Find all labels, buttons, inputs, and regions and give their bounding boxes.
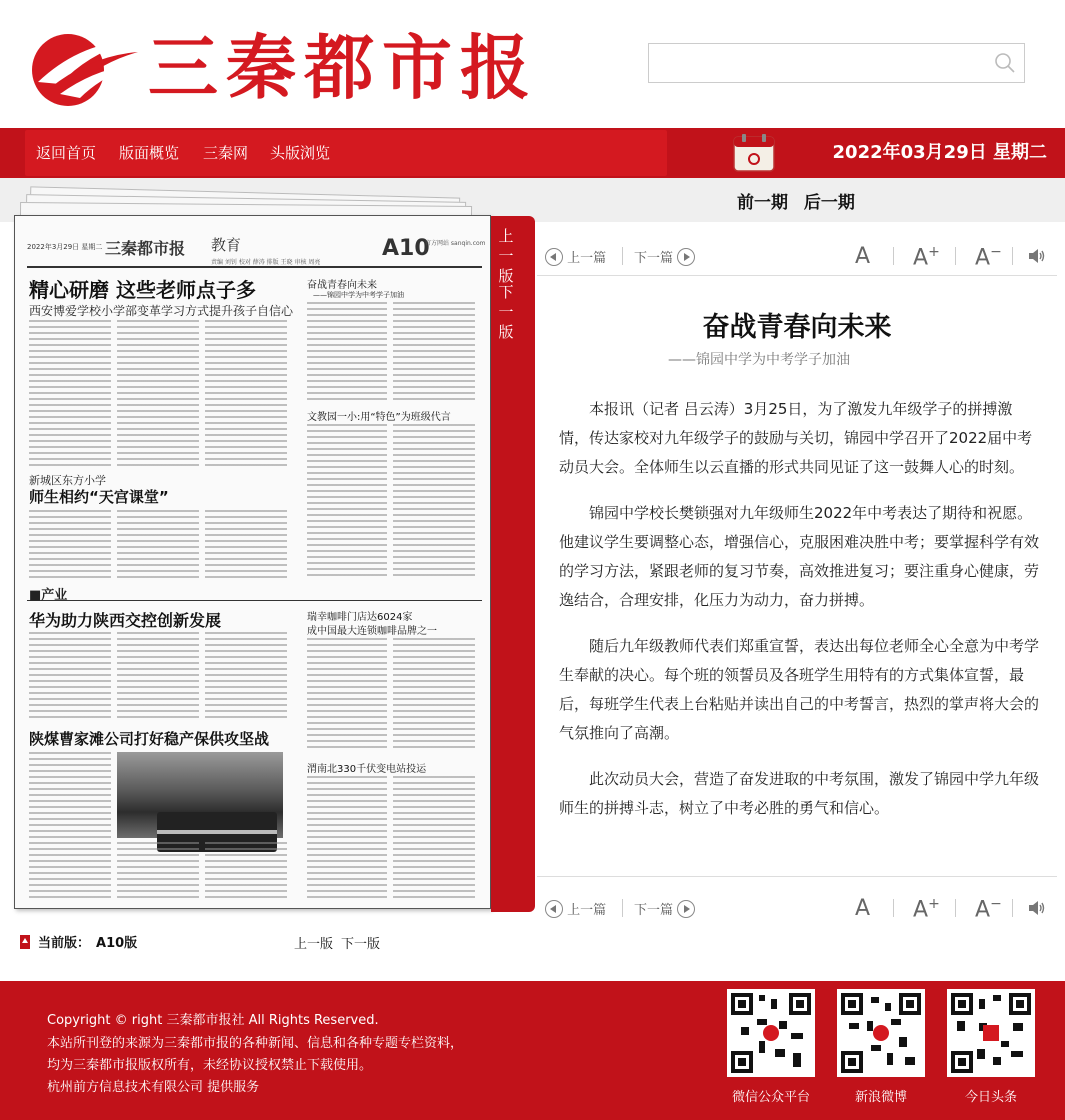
prev-article-label: 上一篇 [567,903,607,918]
minus-sign: − [990,244,1002,260]
toolbar-separator [955,247,956,265]
current-edition-value: A10版 [96,936,138,951]
np-body-text [205,842,287,898]
font-smaller-label: A [975,245,991,271]
article-toolbar-top [537,238,1057,276]
np-editors: 责编 刘钊 校对 薛涛 排版 王晓 审核 周亮 [211,259,321,266]
current-edition-label: 当前版： [38,936,91,951]
font-smaller-button[interactable] [975,244,1002,270]
np-headline[interactable]: 陕煤曹家滩公司打好稳产保供攻坚战 [29,730,270,748]
nav-sanqin-net[interactable]: 三秦网 [203,144,249,162]
issue-nav [737,188,855,213]
toolbar-separator [1012,899,1013,917]
calendar-icon[interactable] [732,133,776,173]
np-section-label: ■产业 [29,588,68,603]
np-headline[interactable]: 精心研磨 这些老师点子多 [29,278,256,302]
arrow-left-icon [545,900,563,918]
prev-article-label: 上一篇 [567,251,607,266]
search-box[interactable] [648,43,1025,83]
nav-overview[interactable]: 版面概览 [119,144,180,162]
plus-sign: + [928,244,940,260]
font-larger-button[interactable] [913,244,940,270]
nav-home[interactable]: 返回首页 [36,144,97,162]
np-date: 2022年3月29日 星期二 [27,243,103,251]
tab-char: 版 [498,323,514,341]
np-section: 教育 [211,236,242,254]
np-subheadline: 西安博爱学校小学部变革学习方式提升孩子自信心 [29,304,294,318]
next-article-label: 下一篇 [634,251,674,266]
weibo-qr-label: 新浪微博 [854,1090,907,1105]
np-body-text [205,510,287,582]
site-logo[interactable] [30,22,538,112]
prev-article-button[interactable] [545,247,606,266]
next-edition-link[interactable]: 下一版 [341,937,381,952]
np-headline[interactable]: 师生相约“天宫课堂” [29,488,169,506]
search-input[interactable] [649,44,979,82]
edition-tab [491,216,535,912]
article-paragraph: 随后九年级教师代表们郑重宣誓，表达出每位老师全心全意为中考学生奉献的决心。每个班的领誓员及各班学生用特有的方式集体宣誓，最后，每班学生代表上台粘贴并读出自己的中考誓言，热烈的掌声将大会的气氛推向了高潮。 [559,637,1040,742]
np-subheadline: 成中国最大连锁咖啡品牌之一 [307,626,437,637]
article-title: 奋战青春向未来 [702,312,892,343]
np-body-text [307,302,387,400]
toutiao-qr-label: 今日头条 [964,1090,1017,1105]
next-article-button[interactable] [634,247,695,266]
speaker-icon[interactable] [1027,246,1047,266]
current-edition [20,932,137,951]
footer-notice: 均为三秦都市报版权所有，未经协议授权禁止下载使用。 [47,1058,373,1073]
toolbar-separator [955,899,956,917]
arrow-right-icon [677,900,695,918]
arrow-left-icon [545,248,563,266]
footer-provider: 杭州前方信息技术有限公司 提供服务 [47,1080,260,1095]
np-headline[interactable]: 瑞幸咖啡门店达6024家 [307,612,413,623]
search-icon[interactable] [994,52,1016,74]
np-headline[interactable]: 文教园一小:用“特色”为班级代言 [307,412,451,423]
next-issue-link[interactable]: 后一期 [803,193,855,213]
next-article-label: 下一篇 [634,903,674,918]
np-body-text [205,632,287,720]
qr-code-icon [951,993,1031,1073]
np-body-text [393,302,475,400]
np-body-text [117,510,199,582]
np-photo-train[interactable] [117,752,283,838]
plus-sign: + [928,896,940,912]
np-brand: 三秦都市报 [105,239,186,258]
qr-code-icon [841,993,921,1073]
np-body-text [307,776,387,898]
np-page-number: A10 [382,236,430,261]
qr-code-icon [731,993,811,1073]
toolbar-separator [622,899,623,917]
minus-sign: − [990,896,1002,912]
font-larger-label: A [913,245,929,271]
np-body-text [307,424,387,580]
toolbar-separator [893,247,894,265]
prev-issue-link[interactable]: 前一期 [737,193,788,213]
article-subtitle: ——锦园中学为中考学子加油 [668,352,850,368]
prev-edition-link[interactable]: 上一版 [294,937,334,952]
article-paragraph: 锦园中学校长樊锁强对九年级师生2022年中考表达了期待和祝愿。他建议学生要调整心态，增强信心，克服困难决胜中考；要掌握科学有效的学习方法，紧跟老师的复习节奏，高效推进复习；要注重身心健康，劳逸结合，合理安排，化压力为动力，奋力拼搏。 [559,504,1040,609]
np-website: 官方网站 sanqin.com [425,240,486,247]
np-body-text [117,632,199,720]
font-normal-button[interactable]: A [855,896,871,921]
np-body-text [29,752,111,898]
np-body-text [393,776,475,898]
font-normal-button[interactable]: A [855,244,871,269]
issue-date: 2022年03月29日 星期二 [832,142,1047,163]
prev-article-button[interactable] [545,899,606,918]
tab-char: 一 [498,247,514,265]
weibo-qr-code[interactable] [837,989,925,1077]
np-headline[interactable]: 奋战青春向未来 [307,280,377,291]
footer-notice: 本站所刊登的来源为三秦都市报的各种新闻、信息和各种专题专栏资料， [47,1036,464,1051]
newspaper-masthead [27,234,486,268]
font-larger-button[interactable] [913,896,940,922]
font-smaller-button[interactable] [975,896,1002,922]
edition-links [294,933,388,952]
font-larger-label: A [913,897,929,923]
next-article-button[interactable] [634,899,695,918]
np-body-text [205,320,287,466]
site-header [0,0,1065,128]
wechat-qr-code[interactable] [727,989,815,1077]
np-headline[interactable]: 华为助力陕西交控创新发展 [29,611,222,630]
toolbar-separator [622,247,623,265]
np-body-text [29,510,111,582]
toutiao-qr-code[interactable] [947,989,1035,1077]
wechat-qr-label: 微信公众平台 [731,1090,810,1105]
train-stripe [157,830,277,834]
next-edition-tab[interactable] [491,282,521,342]
font-smaller-label: A [975,897,991,923]
tab-char: 下 [498,283,514,301]
np-body-text [117,320,199,466]
arrow-right-icon [677,248,695,266]
np-body-text [307,638,387,750]
speaker-icon[interactable] [1027,898,1047,918]
tab-char: 一 [498,303,514,321]
nav-menu [25,130,667,176]
newspaper-page-image[interactable] [14,215,491,909]
np-body-text [117,842,199,898]
np-headline[interactable]: 渭南北330千伏变电站投运 [307,764,427,775]
np-kicker: 新城区东方小学 [29,474,106,487]
prev-edition-tab[interactable] [491,226,521,286]
tab-char: 上 [498,227,514,245]
tab-char: 版 [498,267,514,285]
toolbar-separator [893,899,894,917]
article-toolbar-bottom [537,876,1057,932]
toolbar-separator [1012,247,1013,265]
footer-copyright: Copyright © right 三秦都市报社 All Rights Reserved. [47,1013,379,1028]
nav-front-page[interactable]: 头版浏览 [270,144,331,162]
np-body-text [393,638,475,750]
article-paragraph: 本报讯（记者 吕云涛）3月25日，为了激发九年级学子的拼搏激情，传达家校对九年级学子的鼓励与关切，锦园中学召开了2022届中考动员大会。全体师生以云直播的形式共同见证了这一鼓舞人心的时刻。 [559,400,1033,476]
article-paragraph: 此次动员大会，营造了奋发进取的中考氛围，激发了锦园中学九年级师生的拼搏斗志，树立了中考必胜的勇气和信心。 [559,770,1040,817]
np-subheadline: ——锦园中学为中考学子加油 [313,291,404,299]
edition-flag-icon [20,935,30,949]
np-body-text [29,632,111,720]
logo-text: 三秦都市报 [148,26,538,109]
np-divider [27,600,482,601]
article-body [559,395,1039,840]
logo-emblem-icon [30,22,140,112]
np-body-text [393,424,475,580]
np-body-text [29,320,111,466]
site-footer [0,981,1065,1120]
